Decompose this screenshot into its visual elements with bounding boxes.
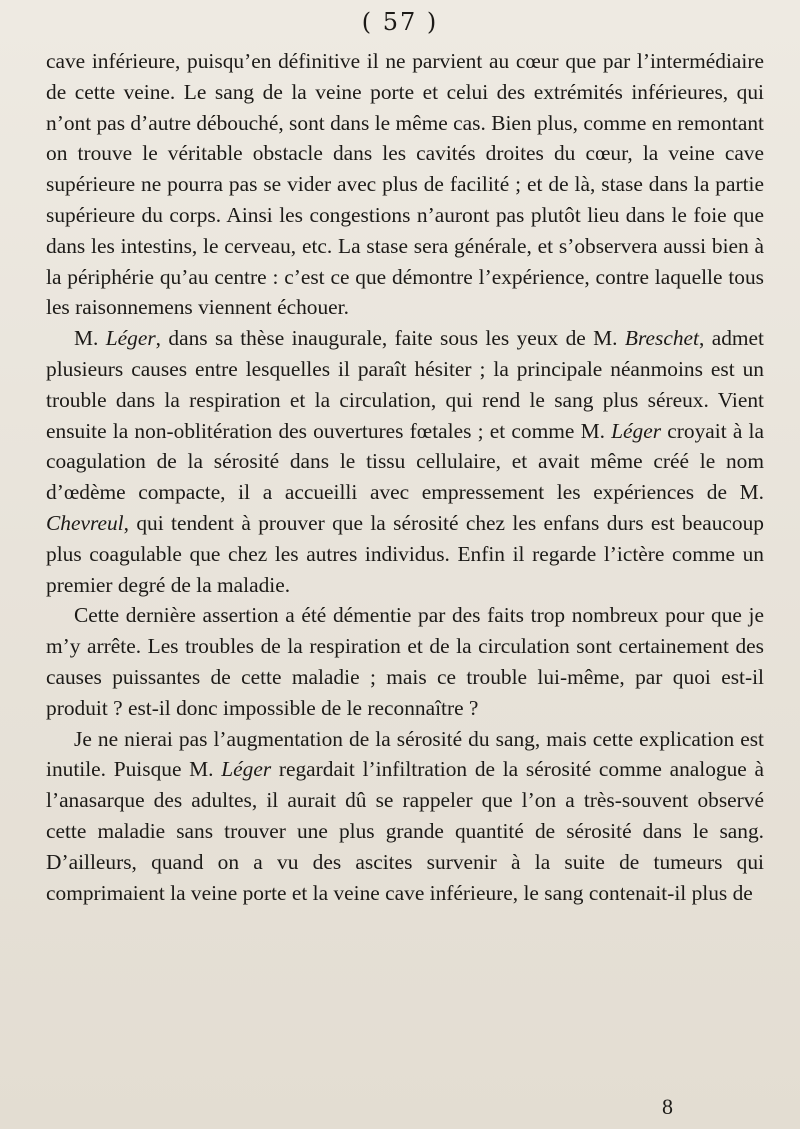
paragraph-1 [46, 46, 764, 323]
italic-name: Léger [611, 418, 662, 443]
paragraph-2 [46, 323, 764, 600]
text-run: , admet plusieurs causes entre lesquelles il paraît hésiter ; la principale néanmoins est un trouble dans la respiration et la circulation, qui rend le sang plus séreux. Vient ensuite la non-oblitération des ouvertures fœtales ; et comme M. [46, 326, 764, 443]
paragraph-4 [46, 724, 764, 909]
text-run: Cette dernière assertion a été démentie par des faits trop nombreux pour que je m’y arrête. Les troubles de la respiration et de la circulation sont certainement des causes puissantes de cette maladie ; mais ce trouble lui-même, par quoi est-il produit ? est-il donc impossible de le reconnaître ? [46, 603, 764, 720]
italic-name: Léger [221, 757, 272, 782]
text-run: regardait l’infiltration de la sérosité comme analogue à l’anasarque des adultes, il aurait dû se rappeler que l’on a très-souvent observé cette maladie sans trouver une plus grande quantité de sérosité dans le sang. D’ailleurs, quand on a vu des ascites survenir à la suite de tumeurs qui comprimaient la veine porte et la veine cave inférieure, le sang contenait-il plus de [46, 757, 764, 905]
text-run: croyait à la coagulation de la sérosité dans le tissu cellulaire, et avait même créé le nom d’œdème compacte, il a accueilli avec empressement les expériences de M. [46, 418, 764, 505]
paragraph-3 [46, 600, 764, 723]
body-text [46, 46, 764, 908]
signature-mark: 8 [662, 1094, 673, 1119]
page-number: ( 57 ) [361, 8, 439, 36]
text-run: , dans sa thèse inaugurale, faite sous les yeux de M. [155, 326, 625, 351]
text-run: M. [74, 326, 106, 351]
italic-name: Breschet [624, 326, 699, 351]
text-run: , qui tendent à prouver que la sérosité chez les enfans durs est beaucoup plus coagulable que chez les autres individus. Enfin il regarde l’ictère comme un premier degré de la maladie. [46, 510, 764, 597]
text-run: cave inférieure, puisqu’en définitive il ne parvient au cœur que par l’intermédiaire de cette veine. Le sang de la veine porte et celui des extrémités inférieures, qui n’ont pas d’autre débouché, sont dans le même cas. Bien plus, comme en remontant on trouve le véritable obstacle dans les cavités droites du cœur, la veine cave supérieure ne pourra pas se vider avec plus de facilité ; et de là, stase dans la partie supérieure du corps. Ainsi les congestions n’auront pas plutôt lieu dans le foie que dans les intestins, le cerveau, etc. La stase sera générale, et s’observera aussi bien à la périphérie qu’au centre : c’est ce que démontre l’expérience, contre laquelle tous les raisonnemens viennent échouer. [46, 49, 764, 320]
italic-name: Léger [105, 326, 156, 351]
text-run: Je ne nierai pas l’augmentation de la sérosité du sang, mais cette explication est inutile. Puisque M. [46, 726, 764, 782]
italic-name: Chevreul [46, 510, 124, 535]
